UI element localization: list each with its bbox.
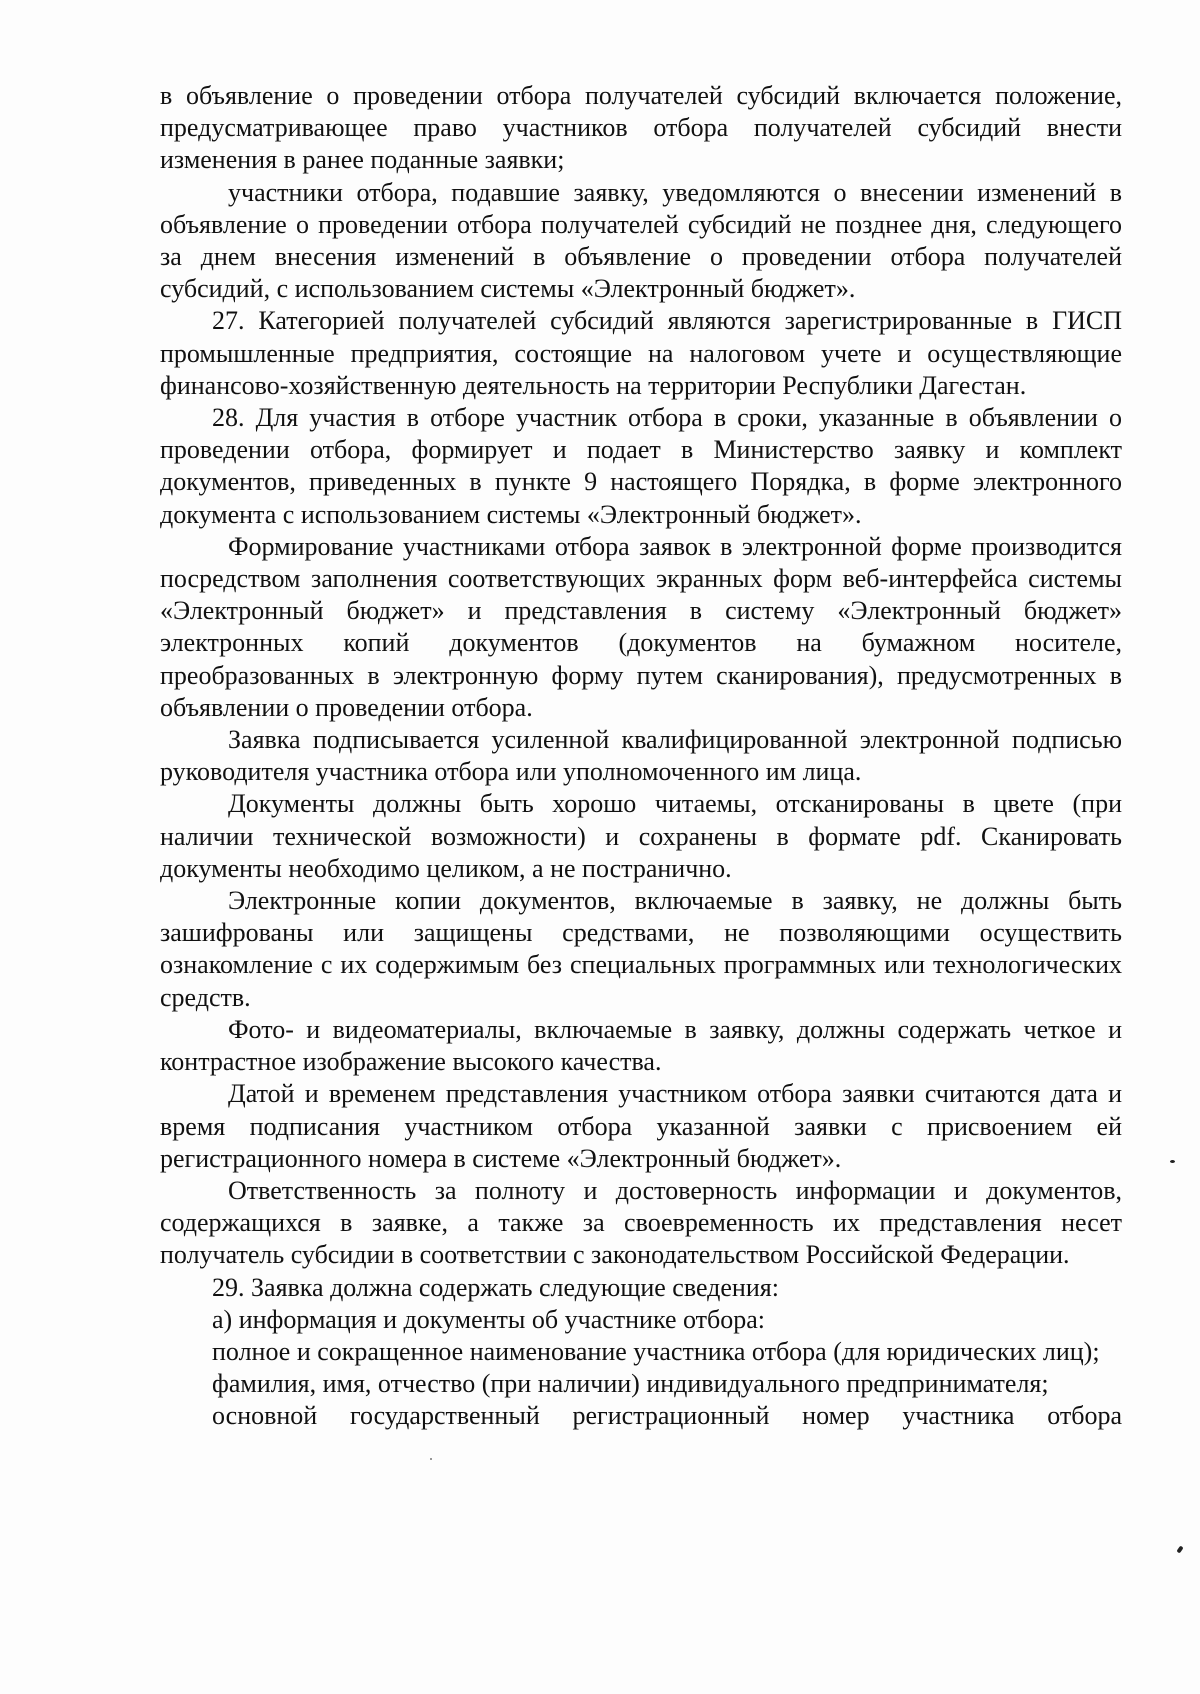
paragraph-submission-date: Датой и временем представления участником отбора заявки считаются дата и время подписания участником отбора указанной заявки с присвоением ей регистрационного номера в системе «Электронный бюджет». [160, 1079, 1122, 1173]
paragraph-responsibility: Ответственность за полноту и достоверность информации и документов, содержащихся в заявке, а также за своевременность их представления несет получатель субсидии в соответствии с законодательством Российской Федерации. [160, 1175, 1122, 1270]
paragraph-photo-video: Фото- и видеоматериалы, включаемые в заявку, должны содержать четкое и контрастное изображение высокого качества. [160, 1014, 1122, 1077]
scan-speck [1176, 1545, 1183, 1553]
paragraph-item-28: 28. Для участия в отборе участник отбора в сроки, указанные в объявлении о проведении отбора, формирует и подает в Министерство заявку и комплект документов, приведенных в пункте 9 настоящего Порядка, в форме электронного документа с использованием системы «Электронный бюджет». [160, 403, 1122, 529]
paragraph-item-27: 27. Категорией получателей субсидий являются зарегистрированные в ГИСП промышленные предприятия, состоящие на налоговом учете и осуществляющие финансово-хозяйственную деятельность на территории Республики Дагестан. [160, 306, 1122, 400]
paragraph-participant-notification: участники отбора, подавшие заявку, уведомляются о внесении изменений в объявление о проведении отбора получателей субсидий не позднее дня, следующего за днем внесения изменений в объявление о проведении отбора получателей субсидий, с использованием системы «Электронный бюджет». [160, 177, 1122, 304]
paragraph-electronic-copies: Электронные копии документов, включаемые в заявку, не должны быть зашифрованы или защищены средствами, не позволяющими осуществить ознакомление с их содержимым без специальных программных или технологических средств. [160, 886, 1122, 1012]
paragraph-application-forming: Формирование участниками отбора заявок в электронной форме производится посредством заполнения соответствующих экранных форм веб-интерфейса системы «Электронный бюджет» и представления в систему «Электронный бюджет» электронных копий документов (документов на бумажном носителе, преобразованных в электронную форму путем сканирования), предусмотренных в объявлении о проведении отбора. [160, 531, 1122, 722]
paragraph-document-scans: Документы должны быть хорошо читаемы, отсканированы в цвете (при наличии технической возможности) и сохранены в формате pdf. Сканировать документы необходимо целиком, а не постранично. [160, 789, 1122, 883]
paragraph-entrepreneur-name: фамилия, имя, отчество (при наличии) индивидуального предпринимателя; [212, 1369, 1049, 1399]
paragraph-application-signing: Заявка подписывается усиленной квалифицированной электронной подписью руководителя участника отбора или уполномоченного им лица. [160, 725, 1122, 787]
paragraph-registration-number: основной государственный регистрационный номер участника отбора [212, 1401, 1122, 1431]
scan-speck [430, 1458, 432, 1460]
paragraph-item-29: 29. Заявка должна содержать следующие сведения: [212, 1272, 779, 1302]
paragraph-amendment-clause: в объявление о проведении отбора получателей субсидий включается положение, предусматривающее право участников отбора получателей субсидий внести изменения в ранее поданные заявки; [160, 81, 1122, 175]
paragraph-full-name: полное и сокращенное наименование участника отбора (для юридических лиц); [212, 1336, 1100, 1366]
paragraph-subitem-a: а) информация и документы об участнике отбора: [212, 1304, 765, 1334]
document-body [160, 80, 1122, 1433]
scan-speck [1170, 1160, 1175, 1163]
